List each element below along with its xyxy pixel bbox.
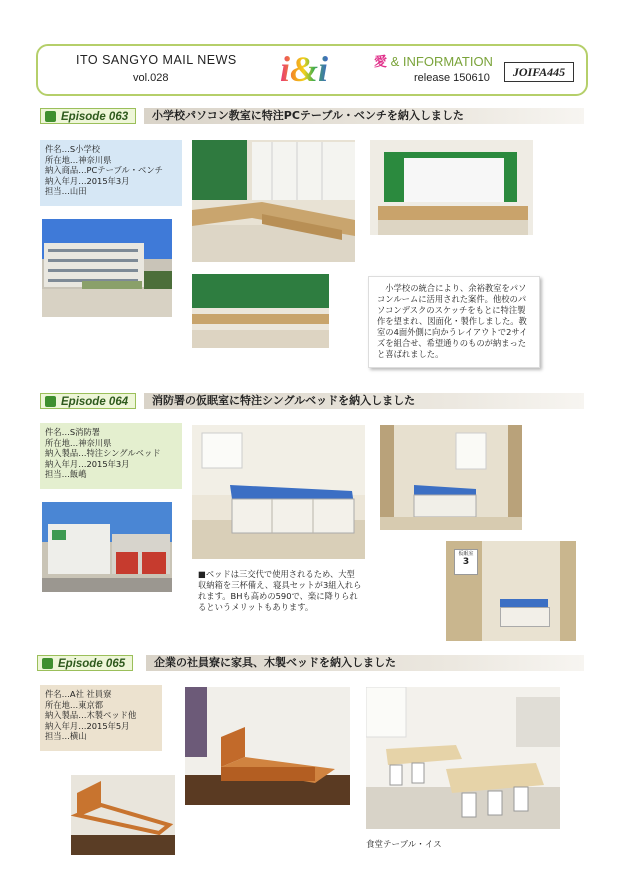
dining-photo-caption: 食堂テーブル・イス bbox=[366, 840, 442, 850]
school-building-photo bbox=[42, 219, 172, 317]
episode-065-info: 件名…A社 社員寮 所在地…東京都 納入製品…木製ベッド他 納入年月…2015年5月 担当…横山 bbox=[40, 685, 162, 751]
episode-icon bbox=[42, 658, 53, 669]
episode-064-note: ■ベッドは三交代で使用されるため、大型 収納箱を三杯備え、寝具セットが3組入れら れます。BHも高めの590で、楽に降りられ るというメリットもあります。 bbox=[198, 569, 362, 612]
bed-photo-door bbox=[446, 541, 576, 641]
fire-station-photo bbox=[42, 502, 172, 592]
ii-logo bbox=[258, 50, 350, 88]
dining-room-photo bbox=[366, 687, 560, 829]
volume-number: vol.028 bbox=[133, 72, 169, 84]
bed-frame-photo bbox=[71, 775, 175, 855]
bed-photo-room bbox=[380, 425, 522, 530]
joifa-badge: JOIFA445 bbox=[504, 62, 574, 82]
episode-icon bbox=[45, 111, 56, 122]
release-number: release 150610 bbox=[414, 72, 490, 84]
episode-063-tab: Episode 063 bbox=[40, 108, 136, 124]
episode-063-title: 小学校パソコン教室に特注PCテーブル・ベンチを納入しました bbox=[144, 108, 584, 124]
svg-text:i&i: i&i bbox=[279, 50, 329, 88]
episode-065-title: 企業の社員寮に家具、木製ベッドを納入しました bbox=[146, 655, 584, 671]
episode-063-info: 件名…S小学校 所在地…神奈川県 納入商品…PCテーブル・ベンチ 納入年月…2015年3月 担当…山田 bbox=[40, 140, 182, 206]
episode-065-tab: Episode 065 bbox=[37, 655, 133, 671]
pc-room-whiteboard-photo bbox=[370, 140, 533, 235]
episode-064-info: 件名…S消防署 所在地…神奈川県 納入製品…特注シングルベッド 納入年月…2015年3月 担当…飯嶋 bbox=[40, 423, 182, 489]
newsletter-title: ITO SANGYO MAIL NEWS bbox=[76, 53, 237, 67]
episode-icon bbox=[45, 396, 56, 407]
info-heading: 愛 & INFORMATION bbox=[374, 54, 493, 69]
pc-room-bench-photo bbox=[192, 140, 355, 262]
episode-064-title: 消防署の仮眠室に特注シングルベッドを納入しました bbox=[144, 393, 584, 409]
bed-photo-main bbox=[192, 425, 365, 559]
episode-064-tab: Episode 064 bbox=[40, 393, 136, 409]
episode-063-description: 小学校の統合により、余裕教室をパソコンルームに活用された案件。他校のパソコンデスクのスケッチをもとに特注製作を望まれ、図面化・製作しました。教室の4面外側に向かうレイアウトで2サイズを組合せ、希望通りのものが納まったと喜ばれました。 bbox=[368, 276, 540, 368]
room-number-sign: 仮眠室 3 bbox=[454, 549, 478, 575]
wooden-bed-photo bbox=[185, 687, 350, 805]
pc-room-desks-photo bbox=[192, 274, 329, 348]
